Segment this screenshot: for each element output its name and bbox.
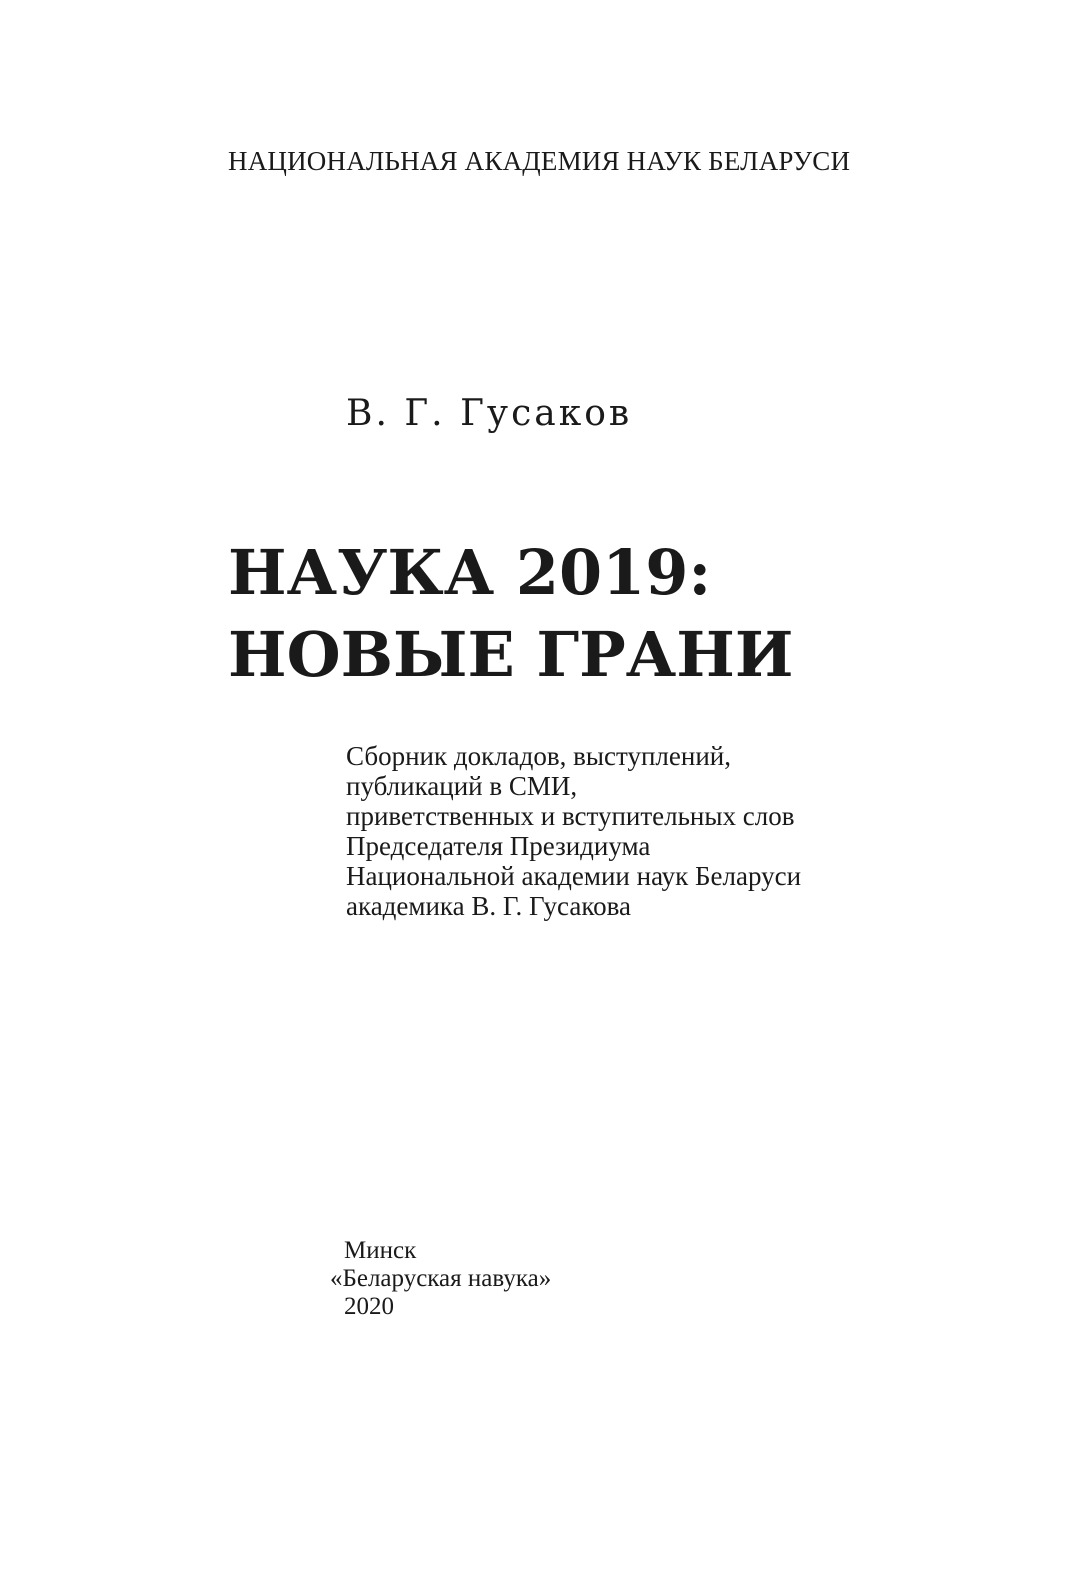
imprint-publisher: «Беларуская навука» (330, 1265, 552, 1292)
book-title-line-2: НОВЫЕ ГРАНИ (228, 618, 794, 691)
imprint (330, 1237, 551, 1321)
institution-name: НАЦИОНАЛЬНАЯ АКАДЕМИЯ НАУК БЕЛАРУСИ (228, 146, 851, 176)
imprint-city: Минск (344, 1237, 417, 1264)
description-line: Председателя Президиума (346, 831, 651, 861)
description-line: академика В. Г. Гусакова (346, 891, 631, 921)
description-line: Сборник докладов, выступлений, (346, 741, 731, 771)
book-title (228, 532, 793, 696)
description-line: публикаций в СМИ, (346, 771, 578, 801)
imprint-year: 2020 (344, 1293, 394, 1320)
description-line: Национальной академии наук Беларуси (346, 861, 802, 891)
author-name: В. Г. Гусаков (346, 393, 633, 434)
description-line: приветственных и вступительных слов (346, 801, 795, 831)
book-title-line-1: НАУКА 2019: (228, 536, 712, 609)
book-description (346, 741, 801, 921)
